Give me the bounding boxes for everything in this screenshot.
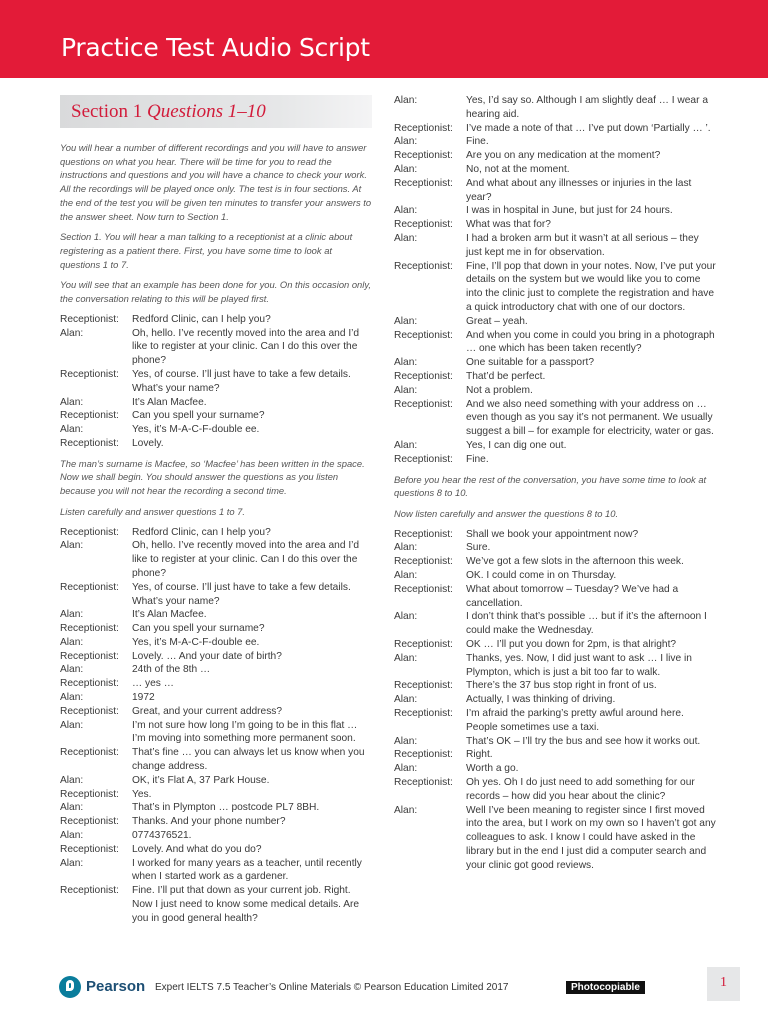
- speech-text: Yes, of course. I’ll just have to take a few details. What’s your name?: [132, 581, 351, 607]
- dialogue-line: [394, 638, 716, 652]
- dialogue-line: [394, 652, 716, 680]
- dialogue-line: [60, 581, 372, 609]
- dialogue-line: [60, 608, 372, 622]
- speaker-name: Alan:: [60, 802, 84, 814]
- speaker-name: Alan:: [394, 232, 418, 244]
- right-column: [394, 94, 716, 873]
- speaker-name: Receptionist:: [394, 177, 453, 189]
- dialogue-line: [394, 804, 716, 873]
- speech-text: And we also need something with your address on … even though as you say it’s not permanent. We usually suggest a bill – for example for electricity, water or gas.: [466, 398, 714, 438]
- dialogue-line: [394, 218, 716, 232]
- speech-text: Are you on any medication at the moment?: [466, 150, 661, 162]
- speaker-name: Alan:: [394, 570, 418, 582]
- speaker-name: Alan:: [394, 804, 418, 816]
- speech-text: We’ve got a few slots in the afternoon this week.: [466, 556, 684, 568]
- speaker-name: Alan:: [60, 774, 84, 786]
- dialogue-line: [60, 313, 372, 327]
- speech-text: 1972: [132, 692, 155, 704]
- dialogue-line: [394, 610, 716, 638]
- dialogue-line: [394, 555, 716, 569]
- speaker-name: Receptionist:: [60, 747, 119, 759]
- speech-text: Yes.: [132, 788, 152, 800]
- speech-text: I’m afraid the parking’s pretty awful around here. People sometimes use a taxi.: [466, 707, 684, 733]
- speech-text: That’s OK – I’ll try the bus and see how it works out.: [466, 735, 701, 747]
- speaker-name: Alan:: [394, 652, 418, 664]
- speaker-name: Receptionist:: [60, 437, 119, 449]
- speaker-name: Receptionist:: [60, 581, 119, 593]
- speaker-name: Receptionist:: [60, 650, 119, 662]
- pearson-logo-mark: [66, 980, 74, 991]
- speech-text: I’m not sure how long I’m going to be in this flat … I’m moving into something more permanent soon.: [132, 719, 358, 745]
- dialogue-line: [60, 368, 372, 396]
- dialogue-line: [394, 569, 716, 583]
- instruction-paragraph: You will see that an example has been done for you. On this occasion only, the conversation relating to this will be played first.: [60, 279, 371, 305]
- dialogue-line: [60, 526, 372, 540]
- dialogue-line: [394, 762, 716, 776]
- copyright-text: Expert IELTS 7.5 Teacher’s Online Materials © Pearson Education Limited 2017: [155, 982, 509, 993]
- speech-text: It’s Alan Macfee.: [132, 609, 207, 621]
- speech-text: Fine.: [466, 453, 489, 465]
- speech-text: Yes, I can dig one out.: [466, 439, 567, 451]
- dialogue-line: [394, 453, 716, 467]
- dialogue-line: [60, 691, 372, 705]
- dialogue-line: [394, 541, 716, 555]
- dialogue-line: [60, 843, 372, 857]
- dialogue-line: [60, 746, 372, 774]
- dialogue-line: [394, 693, 716, 707]
- speaker-name: Alan:: [394, 439, 418, 451]
- speech-text: 0774376521.: [132, 830, 192, 842]
- dialogue-line: [60, 650, 372, 664]
- speaker-name: Receptionist:: [394, 219, 453, 231]
- speech-text: Can you spell your surname?: [132, 410, 265, 422]
- dialogue-line: [394, 315, 716, 329]
- dialogue-line: [394, 122, 716, 136]
- dialogue-line: [394, 776, 716, 804]
- speech-text: There’s the 37 bus stop right in front of us.: [466, 680, 657, 692]
- speech-text: That’s in Plympton … postcode PL7 8BH.: [132, 802, 320, 814]
- speech-text: Lovely. … And your date of birth?: [132, 650, 282, 662]
- page-header: [0, 0, 768, 78]
- speech-text: OK, it’s Flat A, 37 Park House.: [132, 774, 270, 786]
- speech-text: What about tomorrow – Tuesday? We’ve had a cancellation.: [466, 583, 679, 609]
- speech-text: Fine, I’ll pop that down in your notes. Now, I’ve put your details on the system but we would like you to come into the clinic just to complete the registration and have a quick introductory chat with one of our doctors.: [466, 260, 716, 313]
- speaker-name: Alan:: [394, 694, 418, 706]
- speaker-name: Receptionist:: [394, 556, 453, 568]
- page-title: Practice Test Audio Script: [61, 33, 370, 62]
- photocopiable-badge: Photocopiable: [566, 981, 645, 994]
- dialogue-line: [394, 707, 716, 735]
- page-number: 1: [720, 975, 727, 990]
- dialogue-line: [60, 437, 372, 451]
- speaker-name: Alan:: [60, 830, 84, 842]
- dialogue-line: [60, 409, 372, 423]
- speech-text: OK … I’ll put you down for 2pm, is that alright?: [466, 639, 677, 650]
- speaker-name: Alan:: [394, 763, 418, 775]
- instruction-paragraph: Listen carefully and answer questions 1 to 7.: [60, 505, 246, 517]
- dialogue-line: [60, 815, 372, 829]
- speech-text: What was that for?: [466, 219, 551, 231]
- dialogue-line: [60, 801, 372, 815]
- speaker-name: Alan:: [60, 609, 84, 621]
- speaker-name: Receptionist:: [60, 843, 119, 855]
- speaker-name: Alan:: [60, 692, 84, 704]
- speaker-name: Receptionist:: [60, 526, 119, 538]
- speech-text: One suitable for a passport?: [466, 357, 594, 369]
- speaker-name: Receptionist:: [60, 410, 119, 422]
- dialogue-line: [394, 384, 716, 398]
- speaker-name: Receptionist:: [394, 122, 453, 134]
- speaker-name: Alan:: [60, 636, 84, 648]
- speaker-name: Receptionist:: [394, 453, 453, 465]
- speech-text: Lovely. And what do you do?: [132, 843, 262, 855]
- speech-text: Fine.: [466, 136, 489, 148]
- dialogue-line: [60, 396, 372, 410]
- speech-text: I had a broken arm but it wasn’t at all serious – they just kept me in for observation.: [466, 232, 699, 258]
- example-dialogue: [60, 313, 372, 451]
- speech-text: Great, and your current address?: [132, 705, 283, 717]
- speaker-name: Alan:: [394, 136, 418, 148]
- speaker-name: Receptionist:: [394, 680, 453, 692]
- instruction-paragraph: Section 1. You will hear a man talking to a receptionist at a clinic about registering as a patient there. First, you have some time to look at questions 1 to 7.: [60, 231, 353, 270]
- speaker-name: Alan:: [394, 542, 418, 554]
- speaker-name: Alan:: [394, 95, 418, 106]
- speech-text: It’s Alan Macfee.: [132, 396, 207, 408]
- speech-text: Yes, it’s M-A-C-F-double ee.: [132, 636, 260, 648]
- speech-text: Oh, hello. I’ve recently moved into the area and I’d like to register at your clinic. Can I do this over the phone?: [132, 540, 360, 579]
- dialogue-line: [394, 583, 716, 611]
- dialogue-line: [60, 677, 372, 691]
- dialogue-line: [394, 177, 716, 205]
- dialogue-part-3: [394, 528, 716, 873]
- dialogue-line: [60, 327, 372, 368]
- dialogue-line: [394, 149, 716, 163]
- speech-text: Shall we book your appointment now?: [466, 528, 639, 540]
- speaker-name: Receptionist:: [394, 707, 453, 719]
- dialogue-line: [60, 719, 372, 747]
- intro-instructions: [60, 141, 372, 306]
- speech-text: Thanks, yes. Now, I did just want to ask … I live in Plympton, which is just a bit too far to walk.: [466, 652, 692, 678]
- speech-text: Well I’ve been meaning to register since I first moved into the area, but I work on my own so I haven’t got any colleagues to ask. I know I could have asked in the library but in the end I just did a computer search and your clinic got good reviews.: [466, 804, 716, 871]
- speaker-name: Alan:: [60, 857, 84, 869]
- speaker-name: Receptionist:: [60, 678, 119, 690]
- brand-name: Pearson: [86, 978, 146, 995]
- speech-text: I’ve made a note of that … I’ve put down ‘Partially … ’.: [466, 122, 711, 134]
- speech-text: Can you spell your surname?: [132, 623, 265, 635]
- dialogue-line: [394, 163, 716, 177]
- speech-text: Actually, I was thinking of driving.: [466, 694, 616, 706]
- speaker-name: Alan:: [394, 357, 418, 369]
- speaker-name: Receptionist:: [60, 623, 119, 635]
- speaker-name: Alan:: [60, 327, 84, 339]
- speech-text: And when you come in could you bring in a photograph … one which has been taken recently?: [466, 329, 715, 355]
- speech-text: Sure.: [466, 542, 491, 554]
- speaker-name: Receptionist:: [60, 705, 119, 717]
- dialogue-line: [394, 735, 716, 749]
- speech-text: Redford Clinic, can I help you?: [132, 526, 271, 538]
- speaker-name: Receptionist:: [394, 528, 453, 540]
- speaker-name: Alan:: [394, 735, 418, 747]
- speaker-name: Receptionist:: [60, 788, 119, 800]
- dialogue-line: [60, 774, 372, 788]
- dialogue-line: [394, 94, 716, 122]
- section-label: Section 1: [71, 101, 143, 122]
- speech-text: OK. I could come in on Thursday.: [466, 570, 617, 582]
- speaker-name: Alan:: [60, 396, 84, 408]
- speaker-name: Receptionist:: [394, 329, 453, 341]
- speech-text: Yes, I’d say so. Although I am slightly deaf … I wear a hearing aid.: [466, 95, 708, 120]
- speaker-name: Alan:: [60, 664, 84, 676]
- dialogue-line: [394, 260, 716, 315]
- speaker-name: Receptionist:: [394, 583, 453, 595]
- speech-text: Redford Clinic, can I help you?: [132, 313, 271, 325]
- speech-text: Right.: [466, 749, 493, 761]
- speech-text: … yes …: [132, 678, 174, 690]
- speaker-name: Alan:: [394, 205, 418, 217]
- speaker-name: Alan:: [394, 611, 418, 623]
- speech-text: Thanks. And your phone number?: [132, 816, 286, 828]
- dialogue-line: [60, 423, 372, 437]
- mid-instructions: [60, 457, 372, 519]
- dialogue-line: [394, 748, 716, 762]
- speaker-name: Receptionist:: [394, 150, 453, 162]
- speech-text: I was in hospital in June, but just for 24 hours.: [466, 205, 673, 217]
- instruction-paragraph: You will hear a number of different recordings and you will have to answer questions on what you hear. There will be time for you to read the instructions and questions and you will have a chance to check your work. All the recordings will be played once only. The test is in four sections. At the end of the test you will be given ten minutes to transfer your answers to the answer sheet. Now turn to Section 1.: [60, 142, 372, 222]
- dialogue-line: [394, 528, 716, 542]
- speaker-name: Receptionist:: [60, 885, 119, 897]
- dialogue-line: [394, 370, 716, 384]
- speaker-name: Receptionist:: [60, 816, 119, 828]
- speech-text: Yes, of course. I’ll just have to take a few details. What’s your name?: [132, 368, 351, 394]
- speaker-name: Receptionist:: [394, 370, 453, 382]
- dialogue-line: [394, 679, 716, 693]
- section-questions: Questions 1–10: [147, 101, 266, 122]
- dialogue-line: [394, 356, 716, 370]
- speech-text: Not a problem.: [466, 384, 533, 396]
- speaker-name: Alan:: [60, 540, 84, 552]
- speech-text: Great – yeah.: [466, 315, 528, 327]
- dialogue-line: [394, 204, 716, 218]
- speaker-name: Alan:: [60, 719, 84, 731]
- right-instructions: [394, 473, 716, 521]
- speaker-name: Receptionist:: [394, 260, 453, 272]
- dialogue-line: [394, 135, 716, 149]
- speaker-name: Receptionist:: [394, 398, 453, 410]
- dialogue-line: [394, 398, 716, 439]
- speech-text: I don’t think that’s possible … but if it’s the afternoon I could make the Wednesday.: [466, 611, 707, 637]
- dialogue-part-2: [394, 94, 716, 467]
- dialogue-part-1: [60, 526, 372, 926]
- speech-text: No, not at the moment.: [466, 163, 570, 175]
- speaker-name: Receptionist:: [394, 776, 453, 788]
- speaker-name: Alan:: [60, 424, 84, 436]
- dialogue-line: [394, 439, 716, 453]
- speaker-name: Alan:: [394, 384, 418, 396]
- speech-text: Yes, it’s M-A-C-F-double ee.: [132, 424, 260, 436]
- dialogue-line: [60, 539, 372, 580]
- speaker-name: Receptionist:: [60, 368, 119, 380]
- dialogue-line: [60, 829, 372, 843]
- speaker-name: Receptionist:: [394, 639, 453, 650]
- speech-text: Fine. I’ll put that down as your current job. Right. Now I just need to know some medical details. Are you in good general health?: [132, 885, 360, 924]
- dialogue-line: [60, 663, 372, 677]
- speech-text: 24th of the 8th …: [132, 664, 211, 676]
- speech-text: Worth a go.: [466, 763, 519, 775]
- dialogue-line: [60, 636, 372, 650]
- dialogue-line: [394, 232, 716, 260]
- speaker-name: Alan:: [394, 163, 418, 175]
- instruction-paragraph: Before you hear the rest of the conversation, you have some time to look at questions 8 to 10.: [394, 473, 707, 499]
- speech-text: And what about any illnesses or injuries in the last year?: [466, 177, 692, 203]
- speaker-name: Receptionist:: [60, 313, 119, 325]
- speech-text: Lovely.: [132, 437, 164, 449]
- speech-text: That’s fine … you can always let us know when you change address.: [132, 747, 365, 773]
- instruction-paragraph: The man’s surname is Macfee, so ‘Macfee’ has been written in the space. Now we shall begin. You should answer the questions as you listen because you will not hear the recording a second time.: [60, 457, 365, 497]
- speaker-name: Receptionist:: [394, 749, 453, 761]
- dialogue-line: [394, 329, 716, 357]
- dialogue-line: [60, 788, 372, 802]
- speech-text: I worked for many years as a teacher, until recently when I started work as a gardener.: [132, 857, 362, 883]
- dialogue-line: [60, 622, 372, 636]
- dialogue-line: [60, 884, 372, 925]
- left-column: [60, 95, 372, 926]
- speech-text: That’d be perfect.: [466, 370, 546, 382]
- dialogue-line: [60, 705, 372, 719]
- instruction-paragraph: Now listen carefully and answer the questions 8 to 10.: [394, 507, 619, 519]
- speaker-name: Alan:: [394, 315, 418, 327]
- speech-text: Oh yes. Oh I do just need to add something for our records – how did you hear about the clinic?: [466, 776, 695, 802]
- dialogue-line: [60, 857, 372, 885]
- section-heading: [60, 95, 372, 128]
- speech-text: Oh, hello. I’ve recently moved into the area and I’d like to register at your clinic. Can I do this over the phone?: [132, 327, 360, 367]
